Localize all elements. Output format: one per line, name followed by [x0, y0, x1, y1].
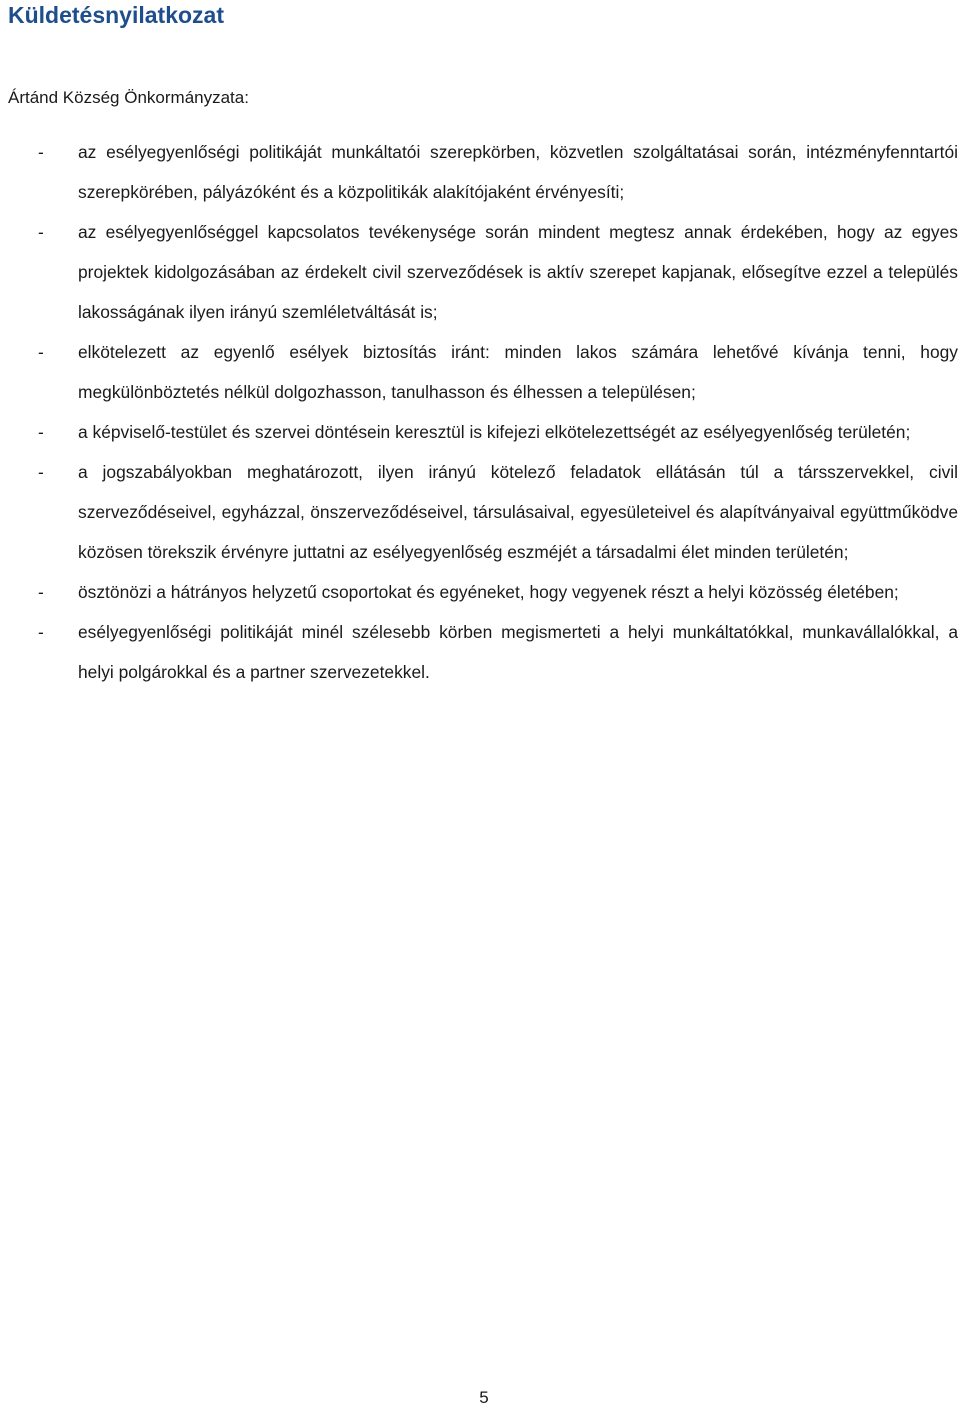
list-item-text: a képviselő-testület és szervei döntésein keresztül is kifejezi elkötelezettségét az esélyegyenlőség területén;	[78, 422, 911, 442]
list-item	[0, 452, 960, 572]
list-item-text: esélyegyenlőségi politikáját minél szélesebb körben megismerteti a helyi munkáltatókkal, munkavállalókkal, a helyi polgárokkal és a partner szervezetekkel.	[78, 622, 958, 682]
list-item	[0, 132, 960, 212]
list-item	[0, 612, 960, 692]
intro-text: Ártánd Község Önkormányzata:	[8, 88, 249, 107]
bullet-dash: -	[38, 462, 44, 482]
list-item-text: ösztönözi a hátrányos helyzetű csoportokat és egyéneket, hogy vegyenek részt a helyi közösség életében;	[78, 582, 899, 602]
bullet-dash: -	[38, 342, 44, 362]
list-item-text: az esélyegyenlőségi politikáját munkáltatói szerepkörben, közvetlen szolgáltatásai során, intézményfenntartói szerepkörében, pályázóként és a közpolitikák alakítójaként érvényesíti;	[78, 142, 958, 202]
list-item	[0, 212, 960, 332]
list-item	[0, 572, 960, 612]
list-item-text: az esélyegyenlőséggel kapcsolatos tevékenysége során mindent megtesz annak érdekében, hogy az egyes projektek kidolgozásában az érdekelt civil szerveződések is aktív szerepet kapjanak, elősegítve ezzel a település lakosságának ilyen irányú szemléletváltását is;	[78, 222, 958, 322]
bullet-dash: -	[38, 422, 44, 442]
page-number: 5	[479, 1388, 489, 1407]
bullet-dash: -	[38, 142, 44, 162]
bullet-dash: -	[38, 582, 44, 602]
bullet-dash: -	[38, 222, 44, 242]
list-item	[0, 412, 960, 452]
list-item-text: elkötelezett az egyenlő esélyek biztosítás iránt: minden lakos számára lehetővé kívánja tenni, hogy megkülönböztetés nélkül dolgozhasson, tanulhasson és élhessen a településen;	[78, 342, 958, 402]
commitment-list	[0, 132, 960, 692]
page-title: Küldetésnyilatkozat	[8, 2, 224, 28]
list-item	[0, 332, 960, 412]
list-item-text: a jogszabályokban meghatározott, ilyen irányú kötelező feladatok ellátásán túl a társszervekkel, civil szerveződéseivel, egyházzal, önszerveződéseivel, társulásaival, egyesületeivel és alapítványaival együttműködve közösen törekszik érvényre juttatni az esélyegyenlőség eszméjét a társadalmi élet minden területén;	[78, 462, 958, 562]
bullet-dash: -	[38, 622, 44, 642]
